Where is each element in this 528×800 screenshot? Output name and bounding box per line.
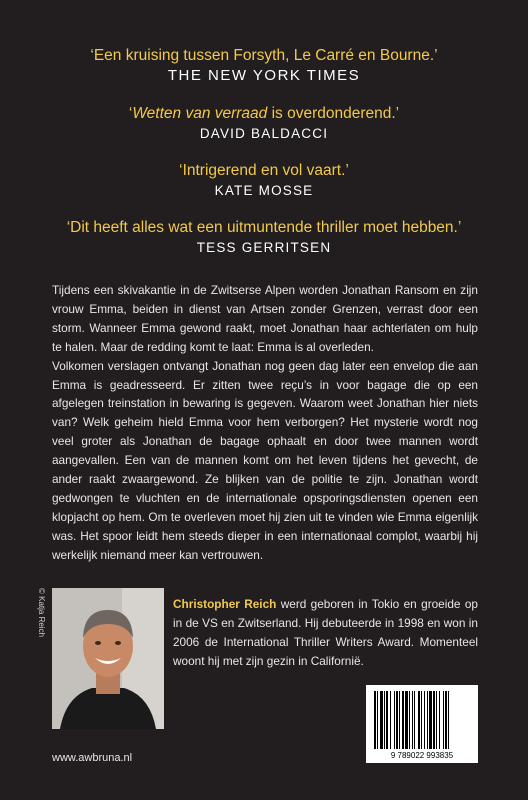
quote-3 (0, 161, 528, 201)
quote-4 (0, 218, 528, 258)
author-bio (173, 595, 478, 671)
barcode-bar (433, 691, 435, 749)
barcode-bar (386, 691, 388, 749)
quote-source: DAVID BALDACCI (199, 126, 329, 141)
barcode-bar (443, 691, 444, 749)
barcode-number: 9 789022 993835 (390, 751, 454, 760)
barcode-bar (414, 691, 415, 749)
quote-text (0, 104, 528, 124)
publisher-url[interactable]: www.awbruna.nl (52, 752, 133, 764)
barcode (366, 685, 478, 763)
photo-credit-wrap (36, 588, 46, 648)
quote-2 (0, 104, 528, 144)
quote-rest: is overdonderend.’ (267, 105, 400, 122)
barcode-bar (405, 691, 408, 749)
synopsis-paragraph-2: Volkomen verslagen ontvangt Jonathan nog geen dag later een envelop die aan Emma is geadresseerd. Er zitten twee reçu’s in voor bagage die op een afgelegen treinstation in bewaring is gegeven. Waarom weet Jonathan hier niets van? Welk geheim hield Emma voor hem verborgen? Het mysterie wordt nog veel groter als Jonathan de bagage ophaalt en door twee mannen wordt aangevallen. Een van de mannen komt om het leven tijdens het gevecht, de ander raakt zwaargewond. Ze blijken van de politie te zijn. Jonathan wordt gedwongen te vluchten en de internationale opsporingsdiensten openen een klopjacht op hem. Om te overleven moet hij zien uit te vinden wie Emma eigenlijk was. Het spoor leidt hem steeds dieper in een internationaal complot, waarbij hij werkelijk niemand meer kan vertrouwen. (52, 358, 478, 562)
barcode-bar (377, 691, 378, 749)
barcode-bar (418, 691, 420, 749)
quote-1 (0, 46, 528, 86)
barcode-bar (424, 691, 425, 749)
barcode-bar (448, 691, 449, 749)
barcode-bar (421, 691, 422, 749)
photo-credit: © Katja Reich (37, 588, 46, 638)
barcode-bar (384, 691, 385, 749)
author-name: Christopher Reich (173, 597, 277, 611)
quote-source: TESS GERRITSEN (196, 240, 332, 255)
quote-text: ‘Intrigerend en vol vaart.’ (179, 162, 349, 179)
barcode-bar (396, 691, 398, 749)
barcode-bar (436, 691, 437, 749)
barcode-bar (399, 691, 400, 749)
synopsis (52, 281, 478, 565)
quote-text: ‘Dit heeft alles wat een uitmuntende thriller moet hebben.’ (66, 219, 462, 236)
barcode-bar (380, 691, 383, 749)
barcode-bar (409, 691, 410, 749)
barcode-bar (374, 691, 376, 749)
quote-open: ‘ (128, 105, 133, 122)
quote-text: ‘Een kruising tussen Forsyth, Le Carré en Bourne.’ (90, 47, 438, 64)
quote-source: THE NEW YORK TIMES (167, 67, 361, 84)
author-photo (52, 588, 164, 729)
barcode-bar (439, 691, 440, 749)
barcode-bar (402, 691, 404, 749)
barcode-bar (394, 691, 395, 749)
praise-quotes (0, 46, 528, 275)
barcode-bar (429, 691, 432, 749)
barcode-bar (390, 691, 391, 749)
quote-source: KATE MOSSE (214, 183, 314, 198)
author-portrait-icon (52, 588, 164, 729)
book-title: Wetten van verraad (132, 105, 268, 122)
synopsis-paragraph-1: Tijdens een skivakantie in de Zwitserse Alpen worden Jonathan Ransom en zijn vrouw Emma, beiden in dienst van Artsen zonder Grenzen, verrast door een storm. Wanneer Emma gewond raakt, moet Jonathan haar achterlaten om hulp te halen. Maar de redding komt te laat: Emma is al overleden. (52, 283, 478, 354)
barcode-bar (412, 691, 413, 749)
author-bio-text: werd geboren in Tokio en groeide op in de VS en Zwitserland. Hij debuteerde in 1998 en won in 2006 de International Thriller Writers Award. Momenteel woont hij met zijn gezin in Californië. (173, 597, 478, 668)
barcode-bar (445, 691, 447, 749)
barcode-bar (427, 691, 428, 749)
barcode-icon (366, 685, 478, 763)
